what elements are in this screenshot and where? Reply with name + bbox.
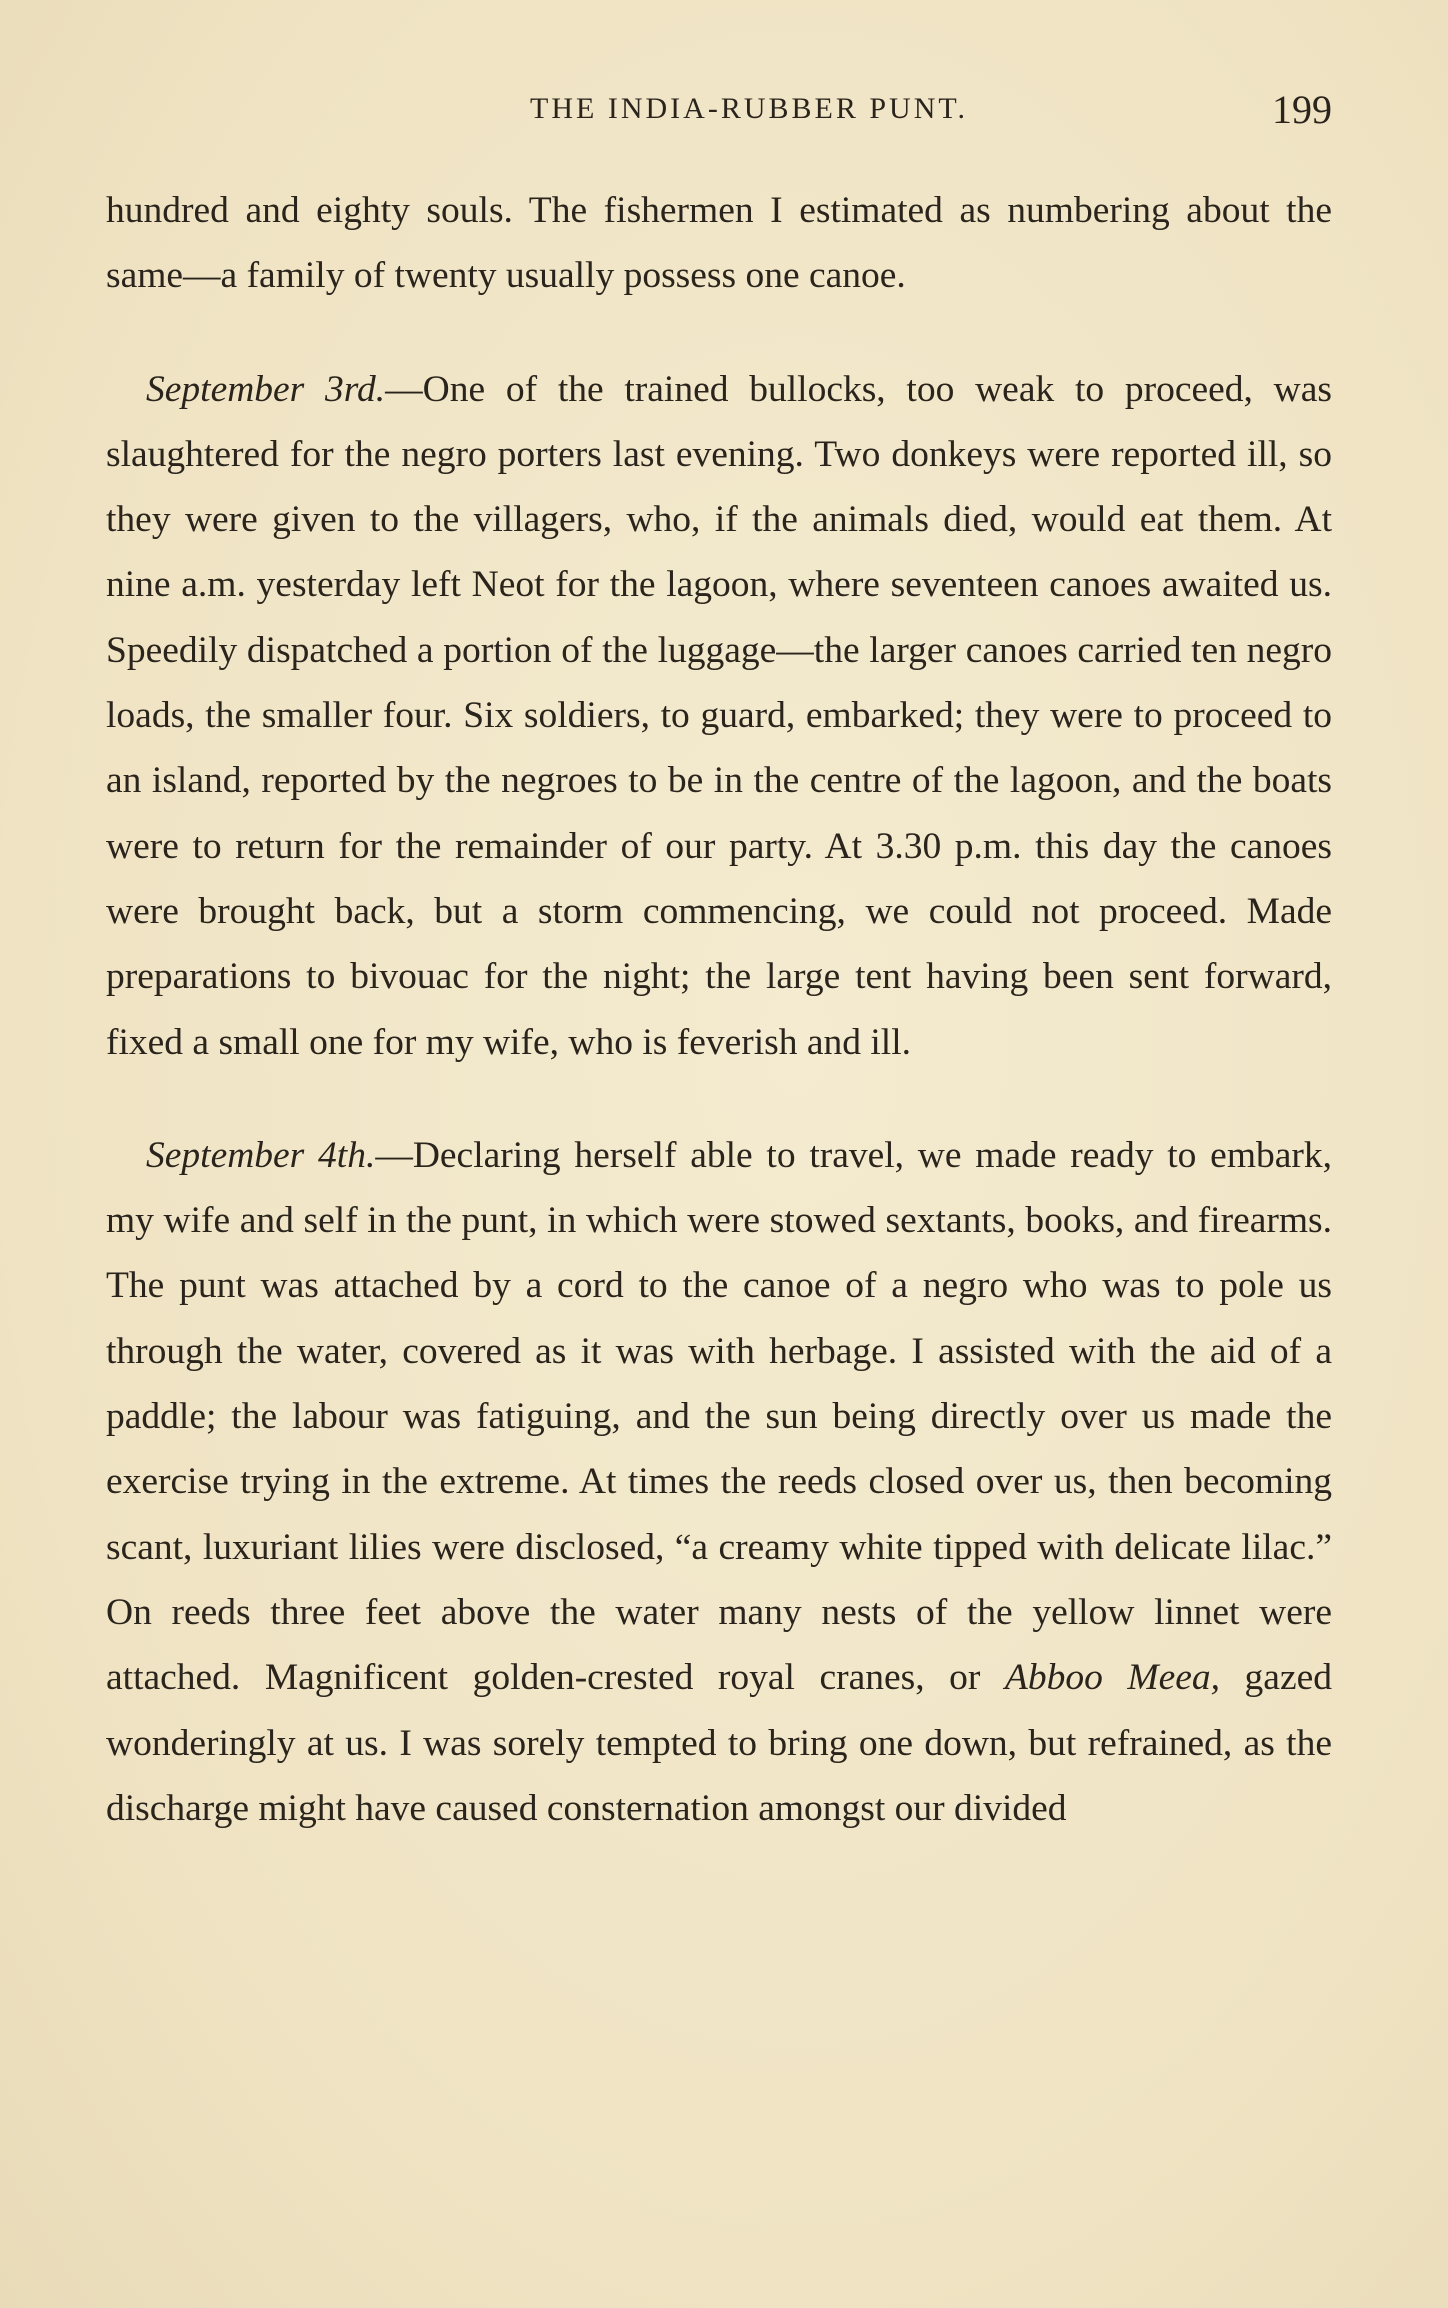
paragraph-text: —Declaring herself able to travel, we made ready to embark, my wife and self in the punt, in which were stowed sextants, books, and firearms. The punt was attached by a cord to the canoe of a negro who was to pole us through the water, covered as it was with herbage. I assisted with the aid of a paddle; the labour was fatiguing, and the sun being directly over us made the exercise trying in the extreme. At times the reeds closed over us, then becoming scant, luxuriant lilies were disclosed, “a creamy white tipped with delicate lilac.” On reeds three feet above the water many nests of the yellow linnet were attached. Magnificent golden-crested royal cranes, or [106, 1134, 1332, 1699]
paragraph-continuation [106, 178, 1332, 309]
running-title: THE INDIA-RUBBER PUNT. [530, 92, 968, 125]
body-text [106, 178, 1332, 1841]
italic-term: Abboo Meea, [1004, 1657, 1221, 1699]
paragraph-september-4th [106, 1123, 1332, 1841]
running-head [106, 82, 1332, 142]
page-number: 199 [1272, 87, 1332, 132]
paragraph-september-3rd [106, 357, 1332, 1075]
paragraph-text-continued: gazed wonderingly at us. I was sorely tempted to bring one down, but refrained, as the discharge might have caused consternation amongst our divided [106, 1657, 1332, 1829]
paragraph-text: hundred and eighty souls. The fishermen I estimated as numbering about the same—a family of twenty usually possess one canoe. [106, 190, 1332, 297]
paragraph-text: —One of the trained bullocks, too weak to proceed, was slaughtered for the negro porters last evening. Two donkeys were reported ill, so they were given to the villagers, who, if the animals died, would eat them. At nine a.m. yesterday left Neot for the lagoon, where seventeen canoes awaited us. Speedily dispatched a portion of the luggage—the larger canoes carried ten negro loads, the smaller four. Six soldiers, to guard, embarked; they were to proceed to an island, reported by the negroes to be in the centre of the lagoon, and the boats were to return for the remainder of our party. At 3.30 p.m. this day the canoes were brought back, but a storm commencing, we could not proceed. Made preparations to bivouac for the night; the large tent having been sent forward, fixed a small one for my wife, who is feverish and ill. [106, 368, 1332, 1063]
entry-date: September 4th. [146, 1134, 376, 1176]
entry-date: September 3rd. [146, 368, 386, 410]
